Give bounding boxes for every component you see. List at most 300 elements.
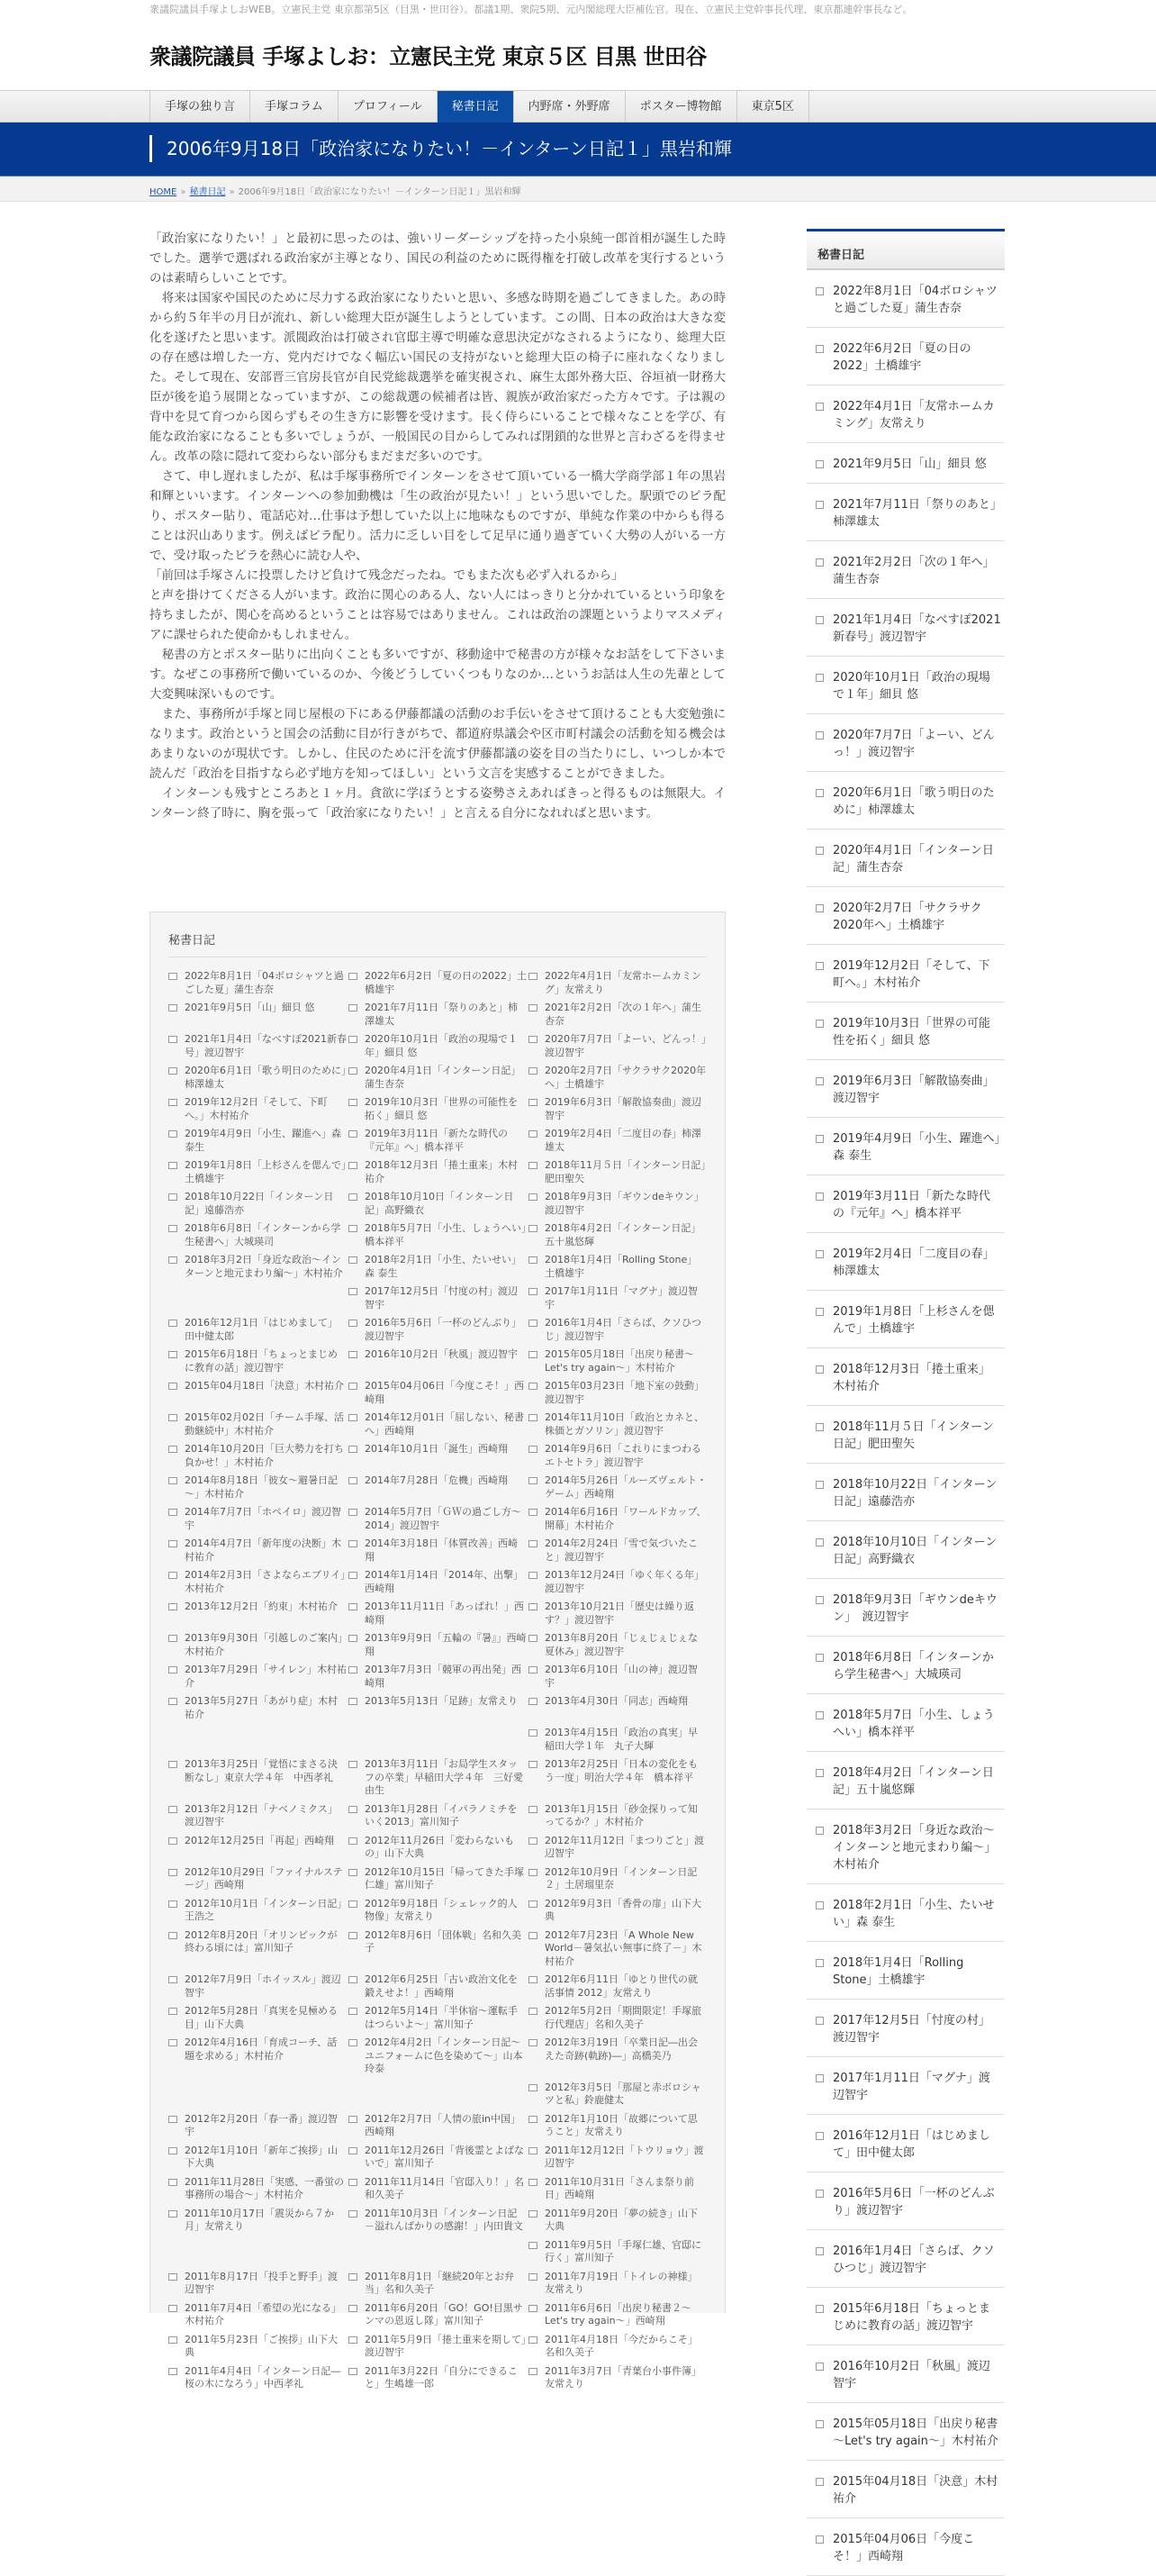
sidebar-item-link[interactable]: 2020年6月1日「歌う明日のために」柿澤雄太 bbox=[833, 786, 995, 817]
archive-item[interactable] bbox=[168, 2365, 347, 2391]
nav-item-2[interactable]: プロフィール bbox=[338, 91, 437, 123]
archive-item[interactable] bbox=[528, 1898, 707, 1924]
archive-item[interactable] bbox=[348, 1096, 527, 1122]
sidebar-item-link[interactable]: 2020年4月1日「インターン日記」蒲生杏奈 bbox=[833, 844, 994, 875]
archive-item-link[interactable]: 2013年2月12日「ナベノミクス」渡辺智宇 bbox=[185, 1802, 338, 1828]
archive-item[interactable] bbox=[168, 1898, 347, 1924]
archive-item[interactable] bbox=[528, 1254, 707, 1280]
archive-item[interactable] bbox=[168, 1033, 347, 1059]
archive-item-link[interactable]: 2013年3月25日「覚悟にまさる決断なし」東京大学４年 中西孝礼 bbox=[185, 1758, 338, 1783]
archive-item[interactable] bbox=[528, 1128, 707, 1154]
archive-item-link[interactable]: 2011年9月5日「手塚仁雄、官邸に行く」富川知子 bbox=[545, 2238, 701, 2263]
breadcrumb-home-link[interactable]: HOME bbox=[149, 187, 177, 197]
archive-item-link[interactable]: 2013年8月20日「じぇじぇじぇな夏休み」渡辺智宇 bbox=[545, 1632, 698, 1657]
sidebar-item-link[interactable]: 2015年04月06日「今度こそ！」西崎翔 bbox=[833, 2533, 975, 2563]
sidebar-item[interactable] bbox=[807, 2115, 1005, 2172]
archive-item[interactable] bbox=[168, 1348, 347, 1374]
archive-item-link[interactable]: 2012年2月20日「春一番」渡辺智宇 bbox=[185, 2112, 338, 2137]
archive-item[interactable] bbox=[168, 1317, 347, 1343]
archive-item-link[interactable]: 2014年4月7日「新年度の決断」木村祐介 bbox=[185, 1537, 341, 1563]
archive-item[interactable] bbox=[348, 2334, 527, 2360]
archive-item-link[interactable]: 2011年7月19日「トイレの神様」友常えり bbox=[545, 2270, 698, 2295]
archive-item-link[interactable]: 2013年7月3日「競軍の再出発」西崎翔 bbox=[365, 1664, 521, 1689]
sidebar-item-link[interactable]: 2021年2月2日「次の１年へ」蒲生杏奈 bbox=[833, 556, 995, 586]
archive-item-link[interactable]: 2018年12月3日「捲土重来」木村祐介 bbox=[365, 1159, 518, 1184]
archive-item-link[interactable]: 2021年2月2日「次の１年へ」蒲生杏奈 bbox=[545, 1002, 701, 1027]
sidebar-item-link[interactable]: 2021年9月5日「山」細貝 悠 bbox=[833, 458, 987, 471]
archive-item[interactable] bbox=[168, 1380, 347, 1406]
sidebar-item-link[interactable]: 2018年6月8日「インターンから学生秘書へ」大城瑛司 bbox=[833, 1651, 994, 1682]
archive-item-link[interactable]: 2012年6月11日「ゆとり世代の就活事情 2012」友常えり bbox=[545, 1973, 698, 1999]
archive-item[interactable] bbox=[168, 1601, 347, 1627]
sidebar-item[interactable] bbox=[807, 887, 1005, 945]
archive-item-link[interactable]: 2012年8月6日「団体戦」名和久美子 bbox=[365, 1928, 521, 1954]
archive-item-link[interactable]: 2014年1月14日「2014年、出撃」西崎翔 bbox=[365, 1569, 523, 1594]
sidebar-item-link[interactable]: 2015年05月18日「出戻り秘書～Let's try again～」木村祐介 bbox=[833, 2417, 998, 2448]
sidebar-item-link[interactable]: 2018年4月2日「インターン日記」五十嵐悠輝 bbox=[833, 1766, 994, 1797]
sidebar-item-link[interactable]: 2018年11月５日「インターン日記」肥田聖矢 bbox=[833, 1420, 994, 1451]
sidebar-item[interactable] bbox=[807, 484, 1005, 541]
archive-item-link[interactable]: 2019年1月8日「上杉さんを偲んで」土橋雄宇 bbox=[185, 1159, 347, 1184]
archive-item-link[interactable]: 2013年5月13日「足跡」友常えり bbox=[365, 1695, 518, 1707]
sidebar-item-link[interactable]: 2019年1月8日「上杉さんを偲んで」土橋雄宇 bbox=[833, 1305, 995, 1336]
archive-item-link[interactable]: 2018年9月3日「ギウンdeキウン」渡辺智宇 bbox=[545, 1191, 704, 1216]
sidebar-item[interactable] bbox=[807, 1942, 1005, 2000]
archive-item[interactable] bbox=[528, 1803, 707, 1829]
archive-item-link[interactable]: 2012年5月14日「半休宿～運転手はつらいよ～」富川知子 bbox=[365, 2005, 518, 2030]
archive-item-link[interactable]: 2011年9月20日「夢の続き」山下大典 bbox=[545, 2207, 698, 2232]
sidebar-item-link[interactable]: 2022年6月2日「夏の日の2022」土橋雄宇 bbox=[833, 342, 971, 373]
archive-item[interactable] bbox=[528, 1973, 707, 2000]
archive-item-link[interactable]: 2014年3月18日「体質改善」西崎翔 bbox=[365, 1537, 518, 1563]
archive-item[interactable] bbox=[528, 2176, 707, 2202]
archive-item-link[interactable]: 2012年3月5日「那屋と赤ボロシャツと私」鈴鹿健太 bbox=[545, 2081, 701, 2106]
archive-item[interactable] bbox=[348, 2005, 527, 2031]
sidebar-item[interactable] bbox=[807, 657, 1005, 714]
archive-item-link[interactable]: 2020年10月1日「政治の現場で１年」細貝 悠 bbox=[365, 1033, 518, 1058]
archive-item[interactable] bbox=[528, 1632, 707, 1658]
sidebar-item[interactable] bbox=[807, 1291, 1005, 1348]
archive-item-link[interactable]: 2011年4月4日「インターン日記―桜の木になろう」中西孝礼 bbox=[185, 2364, 341, 2390]
archive-item-link[interactable]: 2013年1月28日「イパラノミチをいく2013」富川知子 bbox=[365, 1802, 518, 1828]
sidebar-item[interactable] bbox=[807, 2518, 1005, 2576]
sidebar-item[interactable] bbox=[807, 443, 1005, 484]
sidebar-item-link[interactable]: 2016年10月2日「秋風」渡辺智宇 bbox=[833, 2360, 990, 2390]
archive-item[interactable] bbox=[528, 1537, 707, 1564]
sidebar-item[interactable] bbox=[807, 1348, 1005, 1406]
archive-item[interactable] bbox=[348, 1632, 527, 1658]
archive-item-link[interactable]: 2013年4月15日「政治の真実」早稲田大学１年 丸子大輝 bbox=[545, 1727, 698, 1752]
archive-item-link[interactable]: 2012年1月10日「故郷について思うこと」友常えり bbox=[545, 2112, 698, 2137]
sidebar-item[interactable] bbox=[807, 2172, 1005, 2230]
archive-item-link[interactable]: 2013年4月30日「同志」西崎翔 bbox=[545, 1695, 688, 1707]
archive-item-link[interactable]: 2013年1月15日「砂金探りって知ってるか？」木村祐介 bbox=[545, 1802, 698, 1828]
archive-item[interactable] bbox=[348, 1033, 527, 1059]
nav-item-1[interactable]: 手塚コラム bbox=[249, 91, 338, 123]
archive-item[interactable] bbox=[168, 1569, 347, 1595]
archive-item-link[interactable]: 2012年2月7日「人情の旅in中国」西崎翔 bbox=[365, 2112, 521, 2137]
archive-item-link[interactable]: 2011年6月20日「GO！GO!目黒サンマの恩返し隊」富川知子 bbox=[365, 2301, 523, 2327]
sidebar-item-link[interactable]: 2018年5月7日「小生、しょうへい」橋本祥平 bbox=[833, 1709, 995, 1739]
archive-item[interactable] bbox=[348, 2113, 527, 2139]
archive-item-link[interactable]: 2011年3月7日「青葉台小事件簿」友常えり bbox=[545, 2364, 701, 2390]
archive-item[interactable] bbox=[348, 1537, 527, 1564]
archive-item-link[interactable]: 2014年5月7日「ＧＷの過ごし方～2014」渡辺智宇 bbox=[365, 1506, 521, 1531]
archive-item-link[interactable]: 2020年6月1日「歌う明日のために」柿澤雄太 bbox=[185, 1065, 347, 1090]
archive-item[interactable] bbox=[168, 2176, 347, 2202]
archive-item[interactable] bbox=[168, 1443, 347, 1469]
archive-item-link[interactable]: 2014年12月01日「屈しない、秘書へ」西崎翔 bbox=[365, 1411, 524, 1437]
archive-item-link[interactable]: 2011年3月22日「自分にできること」生嶋雄一郎 bbox=[365, 2364, 518, 2390]
sidebar-item-link[interactable]: 2022年4月1日「友常ホームカミング」友常えり bbox=[833, 400, 995, 431]
sidebar-item-link[interactable]: 2020年10月1日「政治の現場で１年」細貝 悠 bbox=[833, 671, 990, 702]
archive-item-link[interactable]: 2014年7月28日「危機」西崎翔 bbox=[365, 1474, 508, 1486]
archive-item-link[interactable]: 2014年5月26日「ルーズヴェルト・ゲーム」西崎翔 bbox=[545, 1474, 707, 1500]
sidebar-item-link[interactable]: 2017年1月11日「マグナ」渡辺智宇 bbox=[833, 2072, 990, 2102]
sidebar-item[interactable] bbox=[807, 1002, 1005, 1060]
sidebar-item[interactable] bbox=[807, 1637, 1005, 1694]
archive-item[interactable] bbox=[348, 2208, 527, 2234]
archive-item[interactable] bbox=[348, 1803, 527, 1829]
archive-item-link[interactable]: 2018年10月22日「インターン日記」遠藤浩亦 bbox=[185, 1191, 334, 1216]
archive-item[interactable] bbox=[528, 1474, 707, 1501]
archive-item-link[interactable]: 2011年4月18日「今だからこそ」名和久美子 bbox=[545, 2333, 698, 2358]
sidebar-item-link[interactable]: 2018年12月3日「捲土重来」木村祐介 bbox=[833, 1363, 990, 1393]
archive-item[interactable] bbox=[528, 1929, 707, 1969]
archive-item-link[interactable]: 2017年12月5日「忖度の村」渡辺智宇 bbox=[365, 1285, 518, 1311]
archive-item-link[interactable]: 2013年6月10日「山の神」渡辺智宇 bbox=[545, 1664, 698, 1689]
archive-item[interactable] bbox=[168, 1695, 347, 1721]
sidebar-item-link[interactable]: 2016年12月1日「はじめまして」田中健太郎 bbox=[833, 2129, 990, 2160]
archive-item[interactable] bbox=[348, 1695, 527, 1721]
archive-item[interactable] bbox=[168, 1664, 347, 1690]
sidebar-item[interactable] bbox=[807, 2230, 1005, 2288]
archive-item[interactable] bbox=[348, 1254, 527, 1280]
archive-item-link[interactable]: 2016年12月1日「はじめまして」田中健太郎 bbox=[185, 1317, 338, 1342]
archive-item[interactable] bbox=[168, 1866, 347, 1892]
archive-item-link[interactable]: 2013年11月11日「あっぱれ！」西崎翔 bbox=[365, 1601, 524, 1626]
sidebar-item[interactable] bbox=[807, 2288, 1005, 2345]
archive-item-link[interactable]: 2013年9月30日「引越しのご案内」木村祐介 bbox=[185, 1632, 343, 1657]
archive-item-link[interactable]: 2022年8月1日「04ボロシャツと過ごした夏」蒲生杏奈 bbox=[185, 970, 344, 995]
sidebar-item-link[interactable]: 2019年12月2日「そして、下町へ。」木村祐介 bbox=[833, 959, 990, 990]
archive-item[interactable] bbox=[348, 1506, 527, 1532]
archive-item-link[interactable]: 2014年10月20日「巨大勢力を打ち負かせ！」木村祐介 bbox=[185, 1443, 344, 1468]
archive-item[interactable] bbox=[348, 2036, 527, 2076]
sidebar-item[interactable] bbox=[807, 599, 1005, 657]
sidebar-item[interactable] bbox=[807, 830, 1005, 887]
archive-item[interactable] bbox=[348, 2365, 527, 2391]
archive-item-link[interactable]: 2021年9月5日「山」細貝 悠 bbox=[185, 1002, 315, 1013]
archive-item[interactable] bbox=[528, 1758, 707, 1798]
archive-item[interactable] bbox=[348, 1443, 527, 1469]
nav-item-5[interactable]: ポスター博物館 bbox=[625, 91, 736, 123]
archive-item[interactable] bbox=[168, 1803, 347, 1829]
archive-item-link[interactable]: 2018年4月2日「インターン日記」五十嵐悠輝 bbox=[545, 1222, 701, 1247]
sidebar-item[interactable] bbox=[807, 1464, 1005, 1521]
sidebar-item[interactable] bbox=[807, 1810, 1005, 1884]
archive-item[interactable] bbox=[528, 2239, 707, 2265]
archive-item[interactable] bbox=[528, 2036, 707, 2076]
sidebar-item-link[interactable]: 2018年10月10日「インターン日記」高野織衣 bbox=[833, 1536, 998, 1566]
nav-item-0[interactable]: 手塚の独り言 bbox=[149, 91, 249, 123]
archive-item-link[interactable]: 2012年3月19日「卒業日記―出会えた奇跡(軌跡)―」高橋美乃 bbox=[545, 2036, 698, 2062]
archive-item[interactable] bbox=[168, 2334, 347, 2360]
archive-item[interactable] bbox=[528, 2302, 707, 2328]
archive-item-link[interactable]: 2011年8月1日「継続20年とお弁当」名和久美子 bbox=[365, 2270, 514, 2295]
archive-item-link[interactable]: 2012年1月10日「新年ご挨拶」山下大典 bbox=[185, 2144, 338, 2169]
sidebar-item[interactable] bbox=[807, 2345, 1005, 2403]
archive-item-link[interactable]: 2013年5月27日「あがり症」木村祐介 bbox=[185, 1695, 338, 1720]
archive-item-link[interactable]: 2014年2月3日「さよならエブリイ」木村祐介 bbox=[185, 1569, 346, 1594]
archive-item[interactable] bbox=[348, 1222, 527, 1248]
archive-item-link[interactable]: 2013年12月24日「ゆく年くる年」渡辺智宇 bbox=[545, 1569, 704, 1594]
archive-item[interactable] bbox=[348, 1065, 527, 1091]
sidebar-item[interactable] bbox=[807, 1060, 1005, 1118]
archive-item[interactable] bbox=[528, 1348, 707, 1374]
archive-item-link[interactable]: 2019年12月2日「そして、下町へ。」木村祐介 bbox=[185, 1096, 328, 1121]
archive-item-link[interactable]: 2014年7月7日「ホペイロ」渡辺智宇 bbox=[185, 1506, 341, 1531]
archive-item-link[interactable]: 2018年5月7日「小生、しょうへい」橋本祥平 bbox=[365, 1222, 527, 1247]
archive-item[interactable] bbox=[528, 1411, 707, 1438]
archive-item[interactable] bbox=[348, 2302, 527, 2328]
archive-item[interactable] bbox=[348, 1128, 527, 1154]
archive-item-link[interactable]: 2013年3月11日「お局学生スタッフの卒業」早稲田大学４年 三好愛由生 bbox=[365, 1758, 523, 1796]
archive-item-link[interactable]: 2011年10月17日「震災から７か月」友常えり bbox=[185, 2207, 334, 2232]
archive-item-link[interactable]: 2015年04月18日「決意」木村祐介 bbox=[185, 1380, 344, 1392]
breadcrumb-section-link[interactable]: 秘書日記 bbox=[189, 187, 226, 197]
archive-item-link[interactable]: 2012年4月16日「育成コーチ、話題を求める」木村祐介 bbox=[185, 2036, 338, 2062]
archive-item-link[interactable]: 2014年11月10日「政治とカネと、株価とガソリン」渡辺智宇 bbox=[545, 1411, 704, 1437]
archive-item-link[interactable]: 2012年10月9日「インターン日記２」土居瑠里奈 bbox=[545, 1865, 698, 1891]
archive-item[interactable] bbox=[168, 1506, 347, 1532]
sidebar-item[interactable] bbox=[807, 2057, 1005, 2115]
archive-item-link[interactable]: 2020年2月7日「サクラサク2020年へ」土橋雄宇 bbox=[545, 1065, 707, 1090]
sidebar-item[interactable] bbox=[807, 2000, 1005, 2057]
sidebar-item[interactable] bbox=[807, 1884, 1005, 1942]
archive-item[interactable] bbox=[168, 2036, 347, 2076]
archive-item-link[interactable]: 2018年11月５日「インターン日記」肥田聖矢 bbox=[545, 1159, 706, 1184]
archive-item[interactable] bbox=[168, 970, 347, 996]
archive-item[interactable] bbox=[348, 2176, 527, 2202]
sidebar-item-link[interactable]: 2019年4月9日「小生、躍進へ」森 泰生 bbox=[833, 1132, 1001, 1163]
archive-item-link[interactable]: 2012年9月3日「香骨の扉」山下大典 bbox=[545, 1897, 701, 1922]
archive-item[interactable] bbox=[348, 1929, 527, 1969]
archive-item-link[interactable]: 2011年5月23日「ご挨拶」山下大典 bbox=[185, 2333, 338, 2358]
archive-item-link[interactable]: 2015年05月18日「出戻り秘書～Let's try again～」木村祐介 bbox=[545, 1348, 694, 1374]
archive-item[interactable] bbox=[528, 1191, 707, 1217]
archive-item[interactable] bbox=[348, 1866, 527, 1892]
archive-item-link[interactable]: 2012年5月28日「真実を見極める目」山下大典 bbox=[185, 2005, 338, 2030]
sidebar-item[interactable] bbox=[807, 385, 1005, 443]
sidebar-item-link[interactable]: 2019年10月3日「世界の可能性を拓く」細貝 悠 bbox=[833, 1017, 990, 1048]
archive-item-link[interactable]: 2014年10月1日「誕生」西崎翔 bbox=[365, 1443, 508, 1455]
archive-item-link[interactable]: 2013年12月2日「約束」木村祐介 bbox=[185, 1601, 338, 1612]
archive-item-link[interactable]: 2016年5月6日「一杯のどんぶり」渡辺智宇 bbox=[365, 1317, 521, 1342]
sidebar-item[interactable] bbox=[807, 2461, 1005, 2518]
archive-item[interactable] bbox=[348, 1411, 527, 1438]
archive-item-link[interactable]: 2013年10月21日「歴史は繰り返す？」渡辺智宇 bbox=[545, 1601, 694, 1626]
archive-item-link[interactable]: 2016年1月4日「さらば、クソひつじ」渡辺智宇 bbox=[545, 1317, 701, 1342]
archive-item-link[interactable]: 2011年11月28日「実感、一番蛍の事務所の場合～」木村祐介 bbox=[185, 2175, 344, 2200]
nav-item-3[interactable]: 秘書日記 bbox=[437, 91, 513, 123]
sidebar-item-link[interactable]: 2018年9月3日「ギウンdeキウン」 渡辺智宇 bbox=[833, 1593, 998, 1624]
sidebar-item-link[interactable]: 2020年2月7日「サクラサク2020年へ」土橋雄宇 bbox=[833, 902, 982, 932]
archive-item-link[interactable]: 2011年6月6日「出戻り秘書２～Let's try again～」西崎翔 bbox=[545, 2301, 691, 2327]
archive-item[interactable] bbox=[168, 1002, 347, 1028]
archive-item-link[interactable]: 2015年02月02日「チーム手塚、活動継続中」木村祐介 bbox=[185, 1411, 344, 1437]
archive-item[interactable] bbox=[348, 1664, 527, 1690]
archive-item-link[interactable]: 2011年10月31日「さんま祭り前日」西崎翔 bbox=[545, 2175, 694, 2200]
archive-item[interactable] bbox=[168, 2302, 347, 2328]
sidebar-item-link[interactable]: 2016年5月6日「一杯のどんぶり」渡辺智宇 bbox=[833, 2187, 995, 2218]
sidebar-item-link[interactable]: 2019年3月11日「新たな時代の『元年』へ」橋本祥平 bbox=[833, 1190, 990, 1220]
archive-item[interactable] bbox=[168, 1537, 347, 1564]
archive-item[interactable] bbox=[168, 1159, 347, 1185]
sidebar-item-link[interactable]: 2018年3月2日「身近な政治～インターンと地元まわり編～」木村祐介 bbox=[833, 1824, 997, 1872]
archive-item[interactable] bbox=[528, 2082, 707, 2108]
sidebar-item-link[interactable]: 2019年6月3日「解散協奏曲」渡辺智宇 bbox=[833, 1075, 995, 1105]
archive-item[interactable] bbox=[528, 1002, 707, 1028]
sidebar-item-link[interactable]: 2018年10月22日「インターン日記」遠藤浩亦 bbox=[833, 1478, 998, 1509]
archive-item[interactable] bbox=[168, 1411, 347, 1438]
archive-item-link[interactable]: 2013年7月29日「サイレン」木村祐介 bbox=[185, 1664, 347, 1689]
archive-item[interactable] bbox=[168, 1096, 347, 1122]
sidebar-item[interactable] bbox=[807, 2403, 1005, 2461]
archive-item[interactable] bbox=[348, 1380, 527, 1406]
archive-item-link[interactable]: 2012年10月29日「ファイナルステージ」西崎翔 bbox=[185, 1865, 343, 1891]
archive-item[interactable] bbox=[348, 1317, 527, 1343]
sidebar-item[interactable] bbox=[807, 1233, 1005, 1291]
archive-item-link[interactable]: 2011年10月3日「インターン日記－溢れんばかりの感謝！」内田貴文 bbox=[365, 2207, 523, 2232]
archive-item[interactable] bbox=[348, 1835, 527, 1861]
archive-item-link[interactable]: 2021年7月11日「祭りのあと」柿澤雄太 bbox=[365, 1002, 518, 1027]
archive-item[interactable] bbox=[528, 1317, 707, 1343]
nav-item-6[interactable]: 東京5区 bbox=[736, 91, 809, 123]
archive-item-link[interactable]: 2011年12月26日「背後霊とよばないで」富川知子 bbox=[365, 2144, 524, 2169]
archive-item[interactable] bbox=[168, 1929, 347, 1969]
archive-item-link[interactable]: 2011年11月14日「官邸入り！」名和久美子 bbox=[365, 2175, 524, 2200]
archive-item-link[interactable]: 2021年1月4日「なべすぽ2021新春号」渡辺智宇 bbox=[185, 1033, 347, 1058]
archive-item[interactable] bbox=[528, 1835, 707, 1861]
sidebar-item-link[interactable]: 2021年7月11日「祭りのあと」柿澤雄太 bbox=[833, 498, 997, 529]
archive-item[interactable] bbox=[168, 1474, 347, 1501]
archive-item-link[interactable]: 2014年2月24日「雪で気づいたこと」渡辺智宇 bbox=[545, 1537, 698, 1563]
archive-item-link[interactable]: 2018年3月2日「身近な政治～インターンと地元まわり編～」木村祐介 bbox=[185, 1254, 343, 1279]
archive-item[interactable] bbox=[348, 1973, 527, 2000]
archive-item-link[interactable]: 2012年10月15日「帰ってきた手塚仁雄」富川知子 bbox=[365, 1865, 524, 1891]
archive-item-link[interactable]: 2022年6月2日「夏の日の2022」土橋雄宇 bbox=[365, 970, 527, 995]
archive-item[interactable] bbox=[348, 1159, 527, 1185]
archive-item[interactable] bbox=[528, 1285, 707, 1311]
archive-item-link[interactable]: 2014年8月18日「彼女～避暑日記～」木村祐介 bbox=[185, 1474, 338, 1500]
archive-item[interactable] bbox=[528, 1664, 707, 1690]
site-title[interactable]: 衆議院議員 手塚よしお：立憲民主党 東京５区 目黒 世田谷 bbox=[149, 44, 707, 69]
archive-item[interactable] bbox=[168, 1191, 347, 1217]
sidebar-item[interactable] bbox=[807, 772, 1005, 830]
archive-item[interactable] bbox=[348, 1348, 527, 1374]
archive-item-link[interactable]: 2012年5月2日「期間限定！手塚旅行代理店」名和久美子 bbox=[545, 2005, 701, 2030]
archive-item[interactable] bbox=[528, 1866, 707, 1892]
archive-item-link[interactable]: 2012年12月25日「再起」西崎翔 bbox=[185, 1834, 334, 1846]
archive-item[interactable] bbox=[168, 1835, 347, 1861]
archive-item-link[interactable]: 2022年4月1日「友常ホームカミング」友常えり bbox=[545, 970, 701, 995]
sidebar-item[interactable] bbox=[807, 1406, 1005, 1464]
nav-item-4[interactable]: 内野席・外野席 bbox=[513, 91, 625, 123]
archive-item[interactable] bbox=[348, 1191, 527, 1217]
sidebar-item[interactable] bbox=[807, 1521, 1005, 1579]
archive-item[interactable] bbox=[168, 1065, 347, 1091]
archive-item-link[interactable]: 2011年5月9日「捲土重来を期して」渡辺智宇 bbox=[365, 2333, 527, 2358]
archive-item[interactable] bbox=[348, 2271, 527, 2297]
sidebar-item[interactable] bbox=[807, 1752, 1005, 1810]
archive-item[interactable] bbox=[348, 1898, 527, 1924]
sidebar-item[interactable] bbox=[807, 714, 1005, 772]
archive-item-link[interactable]: 2018年1月4日「Rolling Stone」土橋雄宇 bbox=[545, 1254, 698, 1279]
archive-item[interactable] bbox=[168, 1632, 347, 1658]
sidebar-item-link[interactable]: 2021年1月4日「なべすぽ2021新春号」渡辺智宇 bbox=[833, 613, 1001, 644]
archive-item[interactable] bbox=[528, 1506, 707, 1532]
archive-item-link[interactable]: 2012年6月25日「古い政治文化を鍛えせよ！」西崎翔 bbox=[365, 1973, 518, 1999]
archive-item[interactable] bbox=[348, 1474, 527, 1501]
archive-item[interactable] bbox=[528, 1695, 707, 1721]
sidebar-item-link[interactable]: 2018年2月1日「小生、たいせい」森 泰生 bbox=[833, 1899, 995, 1929]
archive-item[interactable] bbox=[528, 970, 707, 996]
archive-item-link[interactable]: 2019年6月3日「解散協奏曲」渡辺智宇 bbox=[545, 1096, 701, 1121]
archive-item[interactable] bbox=[168, 1758, 347, 1798]
archive-item[interactable] bbox=[168, 2145, 347, 2171]
archive-item-link[interactable]: 2019年2月4日「二度目の春」柿澤雄太 bbox=[545, 1128, 701, 1153]
archive-item-link[interactable]: 2015年04月06日「今度こそ！」西崎翔 bbox=[365, 1380, 524, 1405]
archive-item[interactable] bbox=[348, 1758, 527, 1798]
archive-item-link[interactable]: 2012年7月23日「A Whole New World－暑気払い無事に終了－」木村祐介 bbox=[545, 1928, 702, 1967]
sidebar-item-link[interactable]: 2018年1月4日「Rolling Stone」土橋雄宇 bbox=[833, 1956, 964, 1987]
archive-item[interactable] bbox=[528, 1159, 707, 1185]
archive-item[interactable] bbox=[348, 970, 527, 996]
archive-item[interactable] bbox=[168, 2005, 347, 2031]
archive-item-link[interactable]: 2013年9月9日「五輪の『暑』」西崎翔 bbox=[365, 1632, 527, 1657]
archive-item-link[interactable]: 2011年8月17日「投手と野手」渡辺智宇 bbox=[185, 2270, 338, 2295]
archive-item[interactable] bbox=[528, 1727, 707, 1753]
sidebar-item-link[interactable]: 2015年04月18日「決意」木村祐介 bbox=[833, 2475, 998, 2506]
archive-item-link[interactable]: 2019年4月9日「小生、躍進へ」森 泰生 bbox=[185, 1128, 341, 1153]
archive-item-link[interactable]: 2014年6月16日「ワールドカップ、開幕」木村祐介 bbox=[545, 1506, 707, 1531]
archive-item[interactable] bbox=[528, 2005, 707, 2031]
archive-item[interactable] bbox=[528, 1033, 707, 1059]
sidebar-item-link[interactable]: 2015年6月18日「ちょっとまじめに教育の話」渡辺智宇 bbox=[833, 2302, 990, 2333]
sidebar-item[interactable] bbox=[807, 541, 1005, 599]
archive-item[interactable] bbox=[348, 1285, 527, 1311]
archive-item[interactable] bbox=[528, 1380, 707, 1406]
archive-item[interactable] bbox=[168, 2271, 347, 2297]
sidebar-item[interactable] bbox=[807, 328, 1005, 385]
archive-item[interactable] bbox=[168, 2208, 347, 2234]
archive-item[interactable] bbox=[528, 2365, 707, 2391]
archive-item[interactable] bbox=[348, 1601, 527, 1627]
archive-item[interactable] bbox=[528, 1443, 707, 1469]
archive-item[interactable] bbox=[528, 1222, 707, 1248]
archive-item-link[interactable]: 2018年10月10日「インターン日記」高野織衣 bbox=[365, 1191, 514, 1216]
archive-item[interactable] bbox=[168, 1973, 347, 2000]
archive-item[interactable] bbox=[528, 1569, 707, 1595]
archive-item-link[interactable]: 2020年4月1日「インターン日記」蒲生杏奈 bbox=[365, 1065, 521, 1090]
archive-item[interactable] bbox=[168, 1222, 347, 1248]
archive-item-link[interactable]: 2014年9月6日「これりにまつわるエトセトラ」渡辺智宇 bbox=[545, 1443, 701, 1468]
archive-item-link[interactable]: 2018年2月1日「小生、たいせい」森 泰生 bbox=[365, 1254, 521, 1279]
archive-item-link[interactable]: 2018年6月8日「インターンから学生秘書へ」大城瑛司 bbox=[185, 1222, 341, 1247]
archive-item[interactable] bbox=[168, 1128, 347, 1154]
archive-item-link[interactable]: 2020年7月7日「よーい、どんっ！」渡辺智宇 bbox=[545, 1033, 707, 1058]
